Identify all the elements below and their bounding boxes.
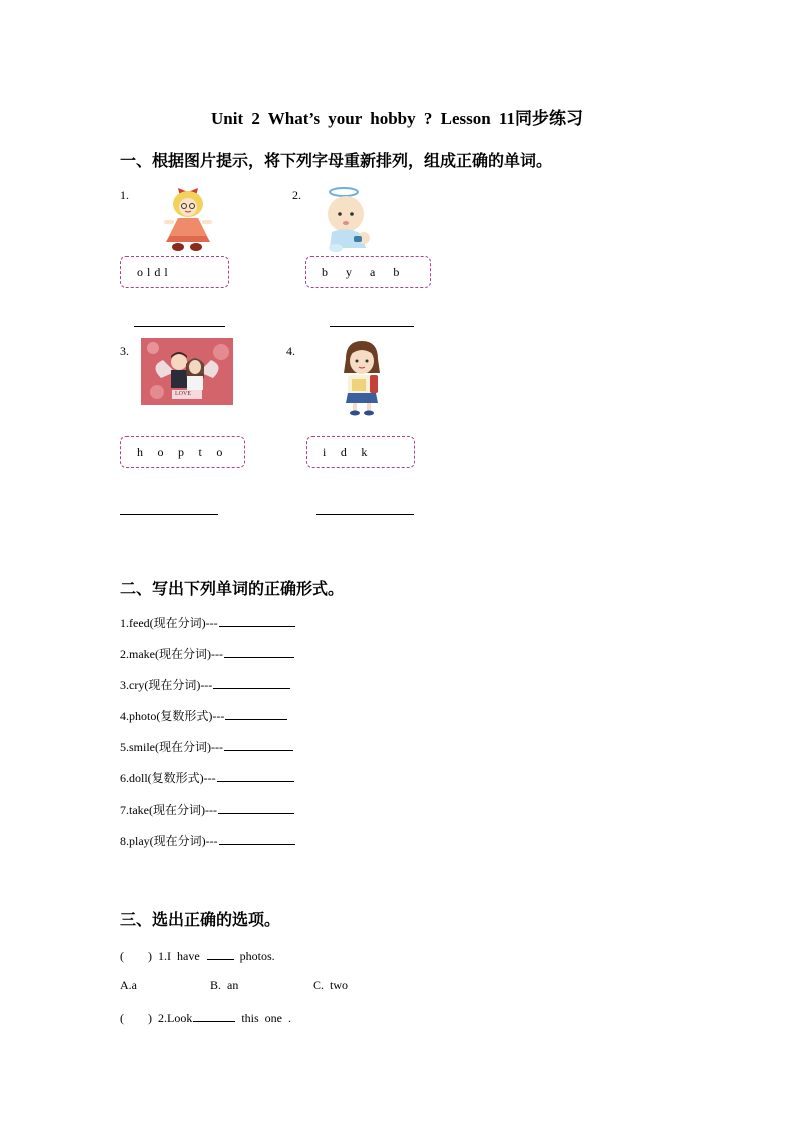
item-4-answer-line[interactable] (316, 514, 414, 515)
word-form-blank[interactable] (219, 832, 295, 845)
word-form-item-5: 5.smile(现在分词)--- (120, 738, 293, 755)
item-2-number: 2. (292, 188, 301, 202)
doll-icon (160, 180, 216, 254)
item-2-answer-line[interactable] (330, 326, 414, 327)
word-form-blank[interactable] (217, 769, 294, 782)
page-title: Unit 2 What’s your hobby ? Lesson 11同步练习 (210, 109, 583, 128)
word-form-item-3: 3.cry(现在分词)--- (120, 676, 290, 693)
option-b[interactable]: B. an (210, 978, 239, 992)
word-form-item-4: 4.photo(复数形式)--- (120, 707, 287, 724)
photo-caption: LOVE (175, 391, 191, 397)
word-form-blank[interactable] (224, 645, 294, 658)
section-1-heading: 一、根据图片提示，将下列字母重新排列，组成正确的单词。 (120, 153, 553, 170)
section-2-heading: 二、写出下列单词的正确形式。 (120, 581, 345, 598)
answer-paren[interactable]: ( ) (120, 1011, 152, 1025)
item-1-number: 1. (120, 188, 129, 202)
word-form-blank[interactable] (224, 738, 293, 751)
word-form-blank[interactable] (213, 676, 290, 689)
word-form-item-6: 6.doll(复数形式)--- (120, 769, 294, 786)
word-form-blank[interactable] (219, 614, 295, 627)
item-4-number: 4. (286, 344, 295, 358)
question-2-blank[interactable] (193, 1009, 235, 1022)
item-3-number: 3. (120, 344, 129, 358)
word-form-item-8: 8.play(现在分词)--- (120, 832, 295, 849)
item-1-letters-box: o l d l (120, 256, 229, 288)
item-4-letters-box: i d k (306, 436, 415, 468)
item-3-letters-box: h o p t o (120, 436, 245, 468)
item-1-answer-line[interactable] (134, 326, 225, 327)
word-form-blank[interactable] (225, 707, 287, 720)
word-form-item-2: 2.make(现在分词)--- (120, 645, 294, 662)
question-1: ( ) 1.I have photos. (120, 949, 275, 963)
option-a[interactable]: A.a (120, 978, 137, 992)
item-3-answer-line[interactable] (120, 514, 218, 515)
baby-icon (314, 182, 384, 254)
item-2-letters-box: b y a b (305, 256, 431, 288)
option-c[interactable]: C. two (313, 978, 349, 992)
section-3-heading: 三、选出正确的选项。 (120, 912, 281, 929)
word-form-blank[interactable] (218, 801, 294, 814)
answer-paren[interactable]: ( ) (120, 949, 152, 963)
kid-icon (336, 339, 388, 417)
word-form-item-1: 1.feed(现在分词)--- (120, 614, 295, 631)
question-1-blank[interactable] (207, 947, 234, 960)
word-form-item-7: 7.take(现在分词)--- (120, 801, 294, 818)
question-2: ( ) 2.Look this one . (120, 1011, 292, 1025)
